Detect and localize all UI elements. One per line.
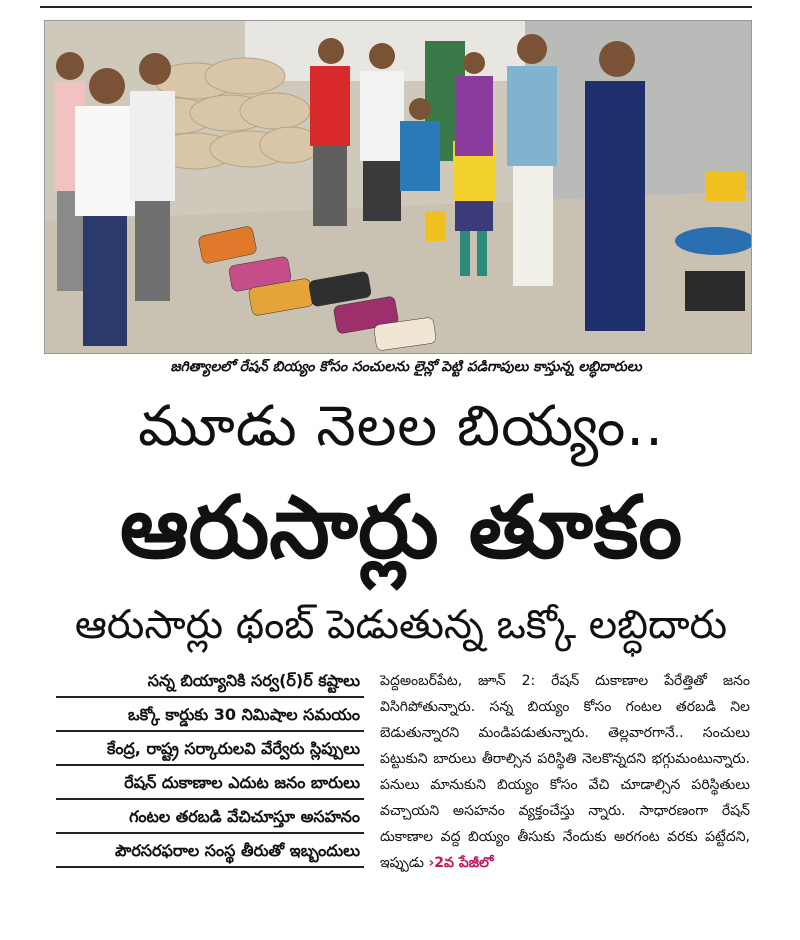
highlights-list xyxy=(56,664,364,868)
highlight-item: కేంద్ర, రాష్ట్ర సర్కారులవి వేర్వేరు స్లిప్పులు xyxy=(56,732,364,766)
highlight-item: పౌరసరఫరాల సంస్థ తీరుతో ఇబ్బందులు xyxy=(56,834,364,868)
highlight-item: ఒక్కో కార్డుకు 30 నిమిషాల సమయం xyxy=(56,698,364,732)
highlight-item: సన్న బియ్యానికి సర్వ(ర్)ర్ కష్టాలు xyxy=(56,664,364,698)
subheadline: ఆరుసార్లు థంబ్ పెడుతున్న ఒక్కో లబ్ధిదారు xyxy=(74,602,728,648)
highlight-item: గంటల తరబడి వేచిచూస్తూ అసహనం xyxy=(56,800,364,834)
page-margin xyxy=(0,0,40,880)
headline-line-1: మూడు నెలల బియ్యం.. xyxy=(138,394,664,459)
photo-caption: జగిత్యాలలో రేషన్ బియ్యం కోసం సంచులను లైన్లో పెట్టి పడిగాపులు కాస్తున్న లబ్ధిదారులు xyxy=(170,359,642,375)
highlight-item: రేషన్ దుకాణాల ఎదుట జనం బారులు xyxy=(56,766,364,800)
top-rule xyxy=(40,6,752,8)
article-text: పెద్దఅంబర్‌పేట, జూన్ 2: రేషన్ దుకాణాల పేరేత్తితో జనం విసిగిపోతున్నారు. సన్న బియ్యం కోసం గంటల తరబడి నిల బెడుతున్నారని మండిపడుతున్నారు. తెల్లవారగానే.. సంచులు పట్టుకుని బారులు తీరాల్సిన పరిస్థితి నెలకొన్నదని భగ్గుమంటున్నారు. పనులు మానుకుని బియ్యం కోసం వేచి చూడాల్సిన పరిస్థితులు వచ్చాయని అసహనం వ్యక్తంచేస్తు న్నారు. సాధారణంగా రేషన్ దుకాణాల వద్ద బియ్యం తీసుకు నేందుకు అరగంట వరకు పట్టేదని, ఇప్పుడు xyxy=(380,673,750,871)
article-body xyxy=(380,668,750,876)
continued-on-page-link[interactable]: ›2వ పేజీలో xyxy=(428,855,494,871)
news-photo xyxy=(44,20,752,354)
bottom-margin xyxy=(0,880,800,940)
headline-line-2: ఆరుసార్లు తూకం xyxy=(119,478,683,578)
